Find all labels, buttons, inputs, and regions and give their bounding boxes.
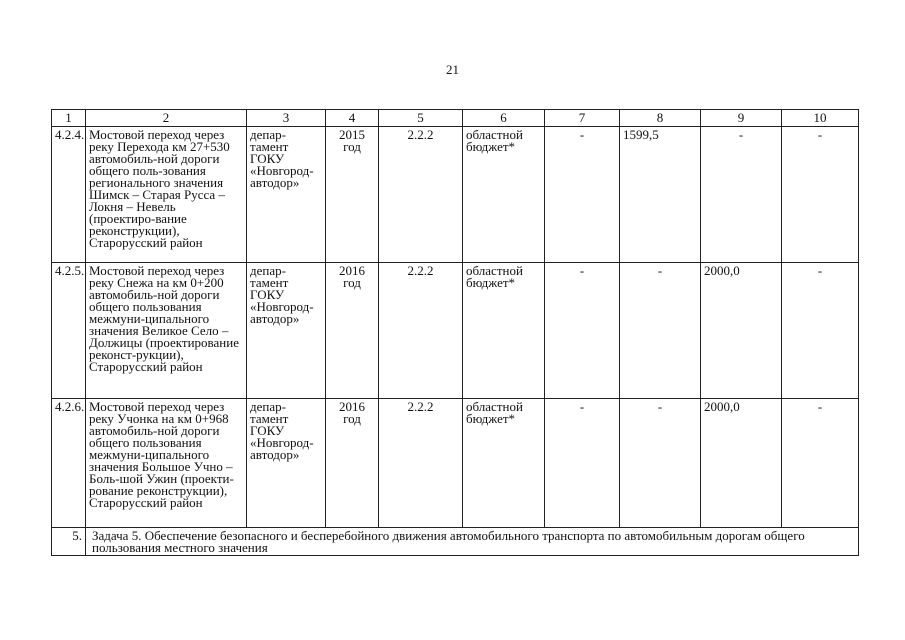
implementation-year: 2016 год xyxy=(326,263,379,399)
funding-col-7: - xyxy=(545,263,620,399)
task-row xyxy=(52,528,859,556)
activity-name: Мостовой переход через реку Перехода км 27+530 автомобиль-ной дороги общего поль-зования регионального значения Шимск – Старая Русса – Локня – Невель (проектиро-вание реконструкции), Старорусский район xyxy=(86,127,247,263)
table-row xyxy=(52,399,859,528)
funding-col-8: - xyxy=(620,399,701,528)
funding-col-9: - xyxy=(701,127,782,263)
executor: депар-тамент ГОКУ «Новгород-автодор» xyxy=(247,399,326,528)
target-indicator: 2.2.2 xyxy=(379,263,463,399)
implementation-year: 2016 год xyxy=(326,399,379,528)
row-number: 4.2.5. xyxy=(52,263,86,399)
header-cell-2: 2 xyxy=(86,110,247,127)
header-cell-1: 1 xyxy=(52,110,86,127)
funding-col-10: - xyxy=(782,263,859,399)
table-row xyxy=(52,127,859,263)
funding-source: областной бюджет* xyxy=(463,399,545,528)
activity-name: Мостовой переход через реку Учонка на км 0+968 автомобиль-ной дороги общего пользования межмуни-ципального значения Большое Учно – Боль-шой Ужин (проекти-рование реконструкции), Старорусский район xyxy=(86,399,247,528)
header-cell-5: 5 xyxy=(379,110,463,127)
activity-name: Мостовой переход через реку Снежа на км 0+200 автомобиль-ной дороги общего пользования межмуни-ципального значения Великое Село – Должицы (проектирование реконст-рукции), Старорусский район xyxy=(86,263,247,399)
funding-col-8: 1599,5 xyxy=(620,127,701,263)
funding-col-8: - xyxy=(620,263,701,399)
header-cell-8: 8 xyxy=(620,110,701,127)
funding-col-9: 2000,0 xyxy=(701,399,782,528)
program-table xyxy=(51,109,859,556)
header-cell-9: 9 xyxy=(701,110,782,127)
executor: депар-тамент ГОКУ «Новгород-автодор» xyxy=(247,263,326,399)
header-cell-6: 6 xyxy=(463,110,545,127)
target-indicator: 2.2.2 xyxy=(379,127,463,263)
header-cell-4: 4 xyxy=(326,110,379,127)
table-row xyxy=(52,263,859,399)
task-number: 5. xyxy=(52,528,86,556)
header-row xyxy=(52,110,859,127)
funding-col-10: - xyxy=(782,399,859,528)
page-number: 21 xyxy=(446,62,459,77)
target-indicator: 2.2.2 xyxy=(379,399,463,528)
funding-source: областной бюджет* xyxy=(463,263,545,399)
executor: депар-тамент ГОКУ «Новгород-автодор» xyxy=(247,127,326,263)
funding-col-7: - xyxy=(545,127,620,263)
row-number: 4.2.4. xyxy=(52,127,86,263)
funding-col-10: - xyxy=(782,127,859,263)
funding-source: областной бюджет* xyxy=(463,127,545,263)
header-cell-3: 3 xyxy=(247,110,326,127)
header-cell-10: 10 xyxy=(782,110,859,127)
header-cell-7: 7 xyxy=(545,110,620,127)
row-number: 4.2.6. xyxy=(52,399,86,528)
funding-col-9: 2000,0 xyxy=(701,263,782,399)
task-description: Задача 5. Обеспечение безопасного и бесперебойного движения автомобильного транспорта по автомобильным дорогам общего пользования местного значения xyxy=(86,528,859,556)
implementation-year: 2015 год xyxy=(326,127,379,263)
funding-col-7: - xyxy=(545,399,620,528)
